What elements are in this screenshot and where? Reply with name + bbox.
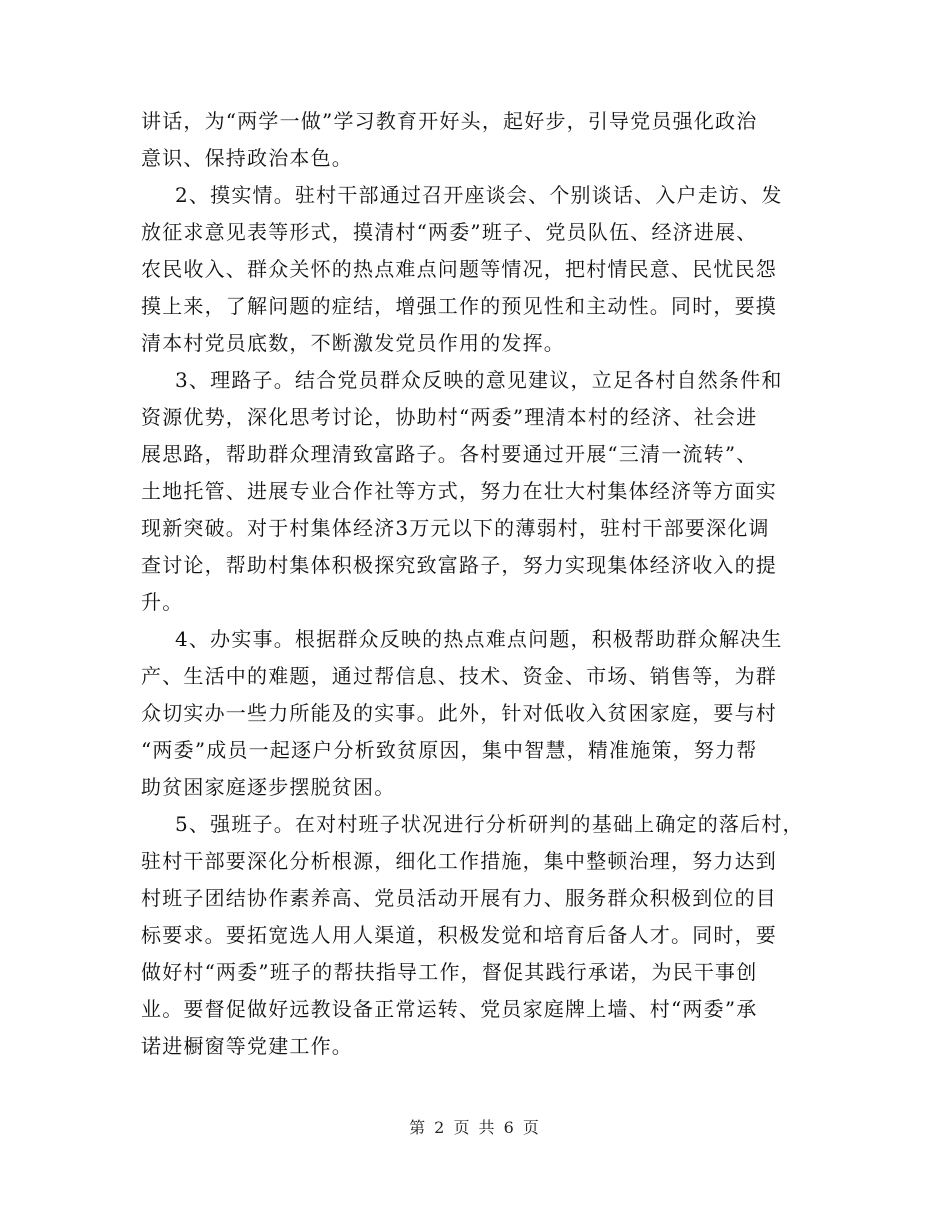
- text-line: 驻村干部要深化分析根源，细化工作措施，集中整顿治理，努力达到: [141, 849, 777, 873]
- text-line: 展思路，帮助群众理清致富路子。各村要通过开展“三清一流转”、: [141, 442, 758, 466]
- text-line: 产、生活中的难题，通过帮信息、技术、资金、市场、销售等，为群: [141, 664, 777, 688]
- text-line: 诺进橱窗等党建工作。: [141, 1034, 353, 1058]
- text-line: 讲话，为“两学一做”学习教育开好头，起好步，引导党员强化政治: [141, 109, 758, 133]
- paragraph-start-3: 3、理路子。结合党员群众反映的意见建议，立足各村自然条件和: [175, 368, 783, 392]
- text-line: 清本村党员底数，不断激发党员作用的发挥。: [141, 331, 565, 355]
- text-line: 资源优势，深化思考讨论，协助村“两委”理清本村的经济、社会进: [141, 405, 758, 429]
- paragraph-start-4: 4、办实事。根据群众反映的热点难点问题，积极帮助群众解决生: [175, 627, 783, 651]
- text-line: 现新突破。对于村集体经济3万元以下的薄弱村，驻村干部要深化调: [141, 516, 770, 540]
- text-line: “两委”成员一起逐户分析致贫原因，集中智慧，精准施策，努力帮: [141, 738, 758, 762]
- text-line: 意识、保持政治本色。: [141, 146, 353, 170]
- text-line: 升。: [141, 590, 184, 614]
- paragraph-start-5: 5、强班子。在对村班子状况进行分析研判的基础上确定的落后村，: [175, 812, 804, 836]
- text-line: 农民收入、群众关怀的热点难点问题等情况，把村情民意、民忧民怨: [141, 257, 777, 281]
- text-line: 众切实办一些力所能及的实事。此外，针对低收入贫困家庭，要与村: [141, 701, 777, 725]
- text-line: 标要求。要拓宽选人用人渠道，积极发觉和培育后备人才。同时，要: [141, 923, 777, 947]
- text-line: 放征求意见表等形式，摸清村“两委”班子、党员队伍、经济进展、: [141, 220, 758, 244]
- paragraph-start-2: 2、摸实情。驻村干部通过召开座谈会、个别谈话、入户走访、发: [175, 183, 783, 207]
- text-line: 土地托管、进展专业合作社等方式，努力在壮大村集体经济等方面实: [141, 479, 777, 503]
- page-number-footer: 第 2 页 共 6 页: [409, 1118, 541, 1137]
- text-line: 查讨论，帮助村集体积极探究致富路子，努力实现集体经济收入的提: [141, 553, 777, 577]
- text-line: 摸上来，了解问题的症结，增强工作的预见性和主动性。同时，要摸: [141, 294, 777, 318]
- text-line: 做好村“两委”班子的帮扶指导工作，督促其践行承诺，为民干事创: [141, 960, 758, 984]
- text-line: 助贫困家庭逐步摆脱贫困。: [141, 775, 396, 799]
- text-line: 业。要督促做好远教设备正常运转、党员家庭牌上墙、村“两委”承: [141, 997, 758, 1021]
- text-line: 村班子团结协作素养高、党员活动开展有力、服务群众积极到位的目: [141, 886, 777, 910]
- document-body: [141, 103, 809, 1065]
